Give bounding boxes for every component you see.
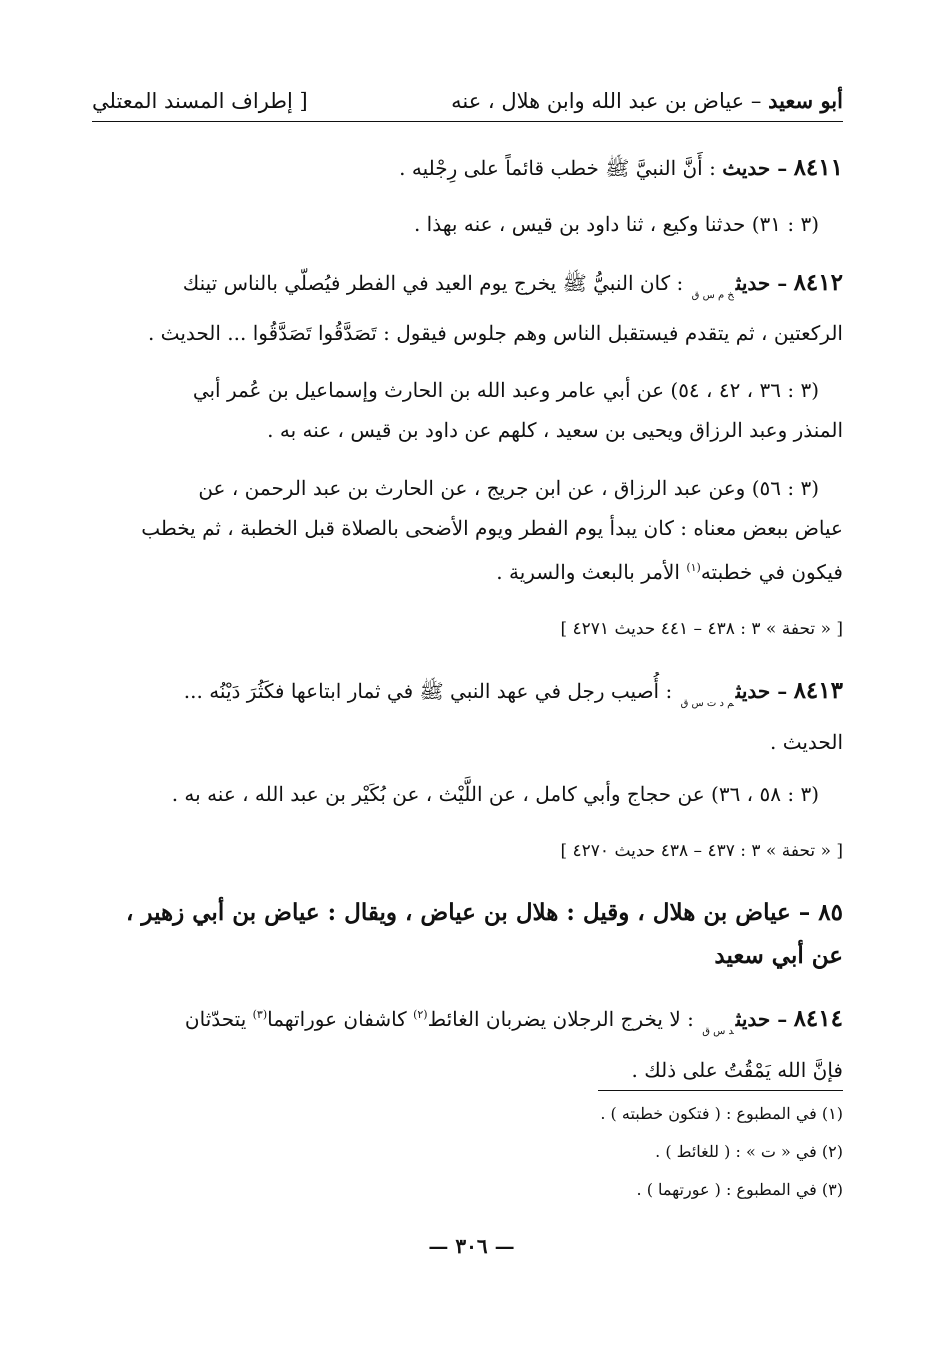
footnote-ref: (٣): [252, 1008, 268, 1021]
footnote-rule: [598, 1090, 843, 1091]
page-number: — ٣٠٦ —: [428, 1234, 515, 1258]
sigla: د س ق: [702, 1026, 734, 1037]
hadith-text-line: الركعتين ، ثم يتقدم فيستقبل الناس وهم جلوس فيقول : تَصَدَّقُوا تَصَدَّقُوا ... الحديث .: [147, 321, 843, 345]
footnote-1: (١) في المطبوع : ( فتكون خطبته ) .: [600, 1104, 843, 1123]
hadith-number: ٨٤١١: [793, 154, 843, 181]
source-8412-a: (٣ : ٣٦ ، ٤٢ ، ٥٤) عن أبي عامر وعبد الله بن الحارث وإسماعيل بن عُمر أبي المنذر وعبد الرزاق ويحيى بن سعيد ، كلهم عن داود بن قيس ، عنه به .: [192, 378, 843, 442]
hadith-label: – حديث: [735, 679, 788, 703]
section-85-heading: ٨٥ – عياض بن هلال ، وقيل : هلال بن عياض ، ويقال : عياض بن أبي زهير ، عن أبي سعيد: [125, 899, 843, 969]
source-8412-b: (٣ : ٥٦) وعن عبد الرزاق ، عن ابن جريج ، عن الحارث بن عبد الرحمن ، عن عياض ببعض معناه : كان يبدأ يوم الفطر ويوم الأضحى بالصلاة قبل الخطبة ، ثم يخطب فيكون في خطبته$^{(١)}$ الأمر بالبعث والسرية .: [141, 476, 843, 584]
tuhfa-ref-8412: [ « تحفة » ٣ : ٤٣٨ – ٤٤١ حديث ٤٢٧١ ]: [560, 619, 843, 639]
hadith-8413: ٨٤١٣ – حديث$_{م د ت س ق}$ : أُصيب رجل في عهد النبي ﷺ في ثمار ابتاعها فكَثُرَ دَيْنُه ... الحديث .: [183, 677, 843, 754]
hadith-number: ٨٤١٣: [793, 677, 843, 704]
running-header: [92, 84, 843, 118]
hadith-8412: [100, 264, 843, 351]
tuhfa-ref-8413: [ « تحفة » ٣ : ٤٣٧ – ٤٣٨ حديث ٤٢٧٠ ]: [560, 841, 843, 861]
footnote-2: (٢) في « ت » : ( للغائط ) .: [655, 1142, 843, 1161]
hadith-number: ٨٤١٢: [793, 269, 843, 296]
hadith-8411: [100, 150, 843, 186]
hadith-text: : كان النبيُّ ﷺ يخرج يوم العيد في الفطر فيُصلّي بالناس تينك: [182, 271, 690, 295]
source-8411: (٣ : ٣١) حدثنا وكيع ، ثنا داود بن قيس ، عنه بهذا .: [413, 212, 819, 236]
sigla: خ م س ق: [691, 290, 734, 301]
footnote-ref: (٢): [413, 1008, 428, 1021]
hadith-text: : أَنَّ النبيَّ ﷺ خطب قائماً على رِجْليه .: [399, 156, 723, 180]
hadith-text: : أُصيب رجل في عهد النبي ﷺ في ثمار ابتاعها فكَثُرَ دَيْنُه ...: [183, 679, 679, 703]
hadith-label: – حديث: [722, 156, 788, 180]
header-title: أبو سعيد – عياض بن عبد الله وابن هلال ، عنه: [451, 88, 843, 113]
header-book-title: [ إطراف المسند المعتلي: [92, 89, 308, 113]
hadith-label: – حديث: [735, 1007, 788, 1031]
hadith-number: ٨٤١٤: [793, 1005, 843, 1032]
footnote-3: (٣) في المطبوع : ( عورتهما ) .: [636, 1180, 843, 1199]
header-rule: [92, 121, 843, 122]
footnote-ref: (١): [686, 561, 701, 574]
hadith-8414: ٨٤١٤ – حديث$_{د س ق}$ : لا يخرج الرجلان يضربان الغائط$^{(٢)}$ كاشفان عوراتهما$^{(٣)}$ يتحدّثان فإنَّ الله يَمْقُتُ على ذلك .: [184, 1005, 843, 1082]
source-8413: (٣ : ٥٨ ، ٣٦) عن حجاج وأبي كامل ، عن اللَّيْث ، عن بُكَيْر بن عبد الله ، عنه به .: [171, 782, 819, 806]
sigla: م د ت س ق: [680, 698, 734, 709]
hadith-label: – حديث: [735, 271, 788, 295]
